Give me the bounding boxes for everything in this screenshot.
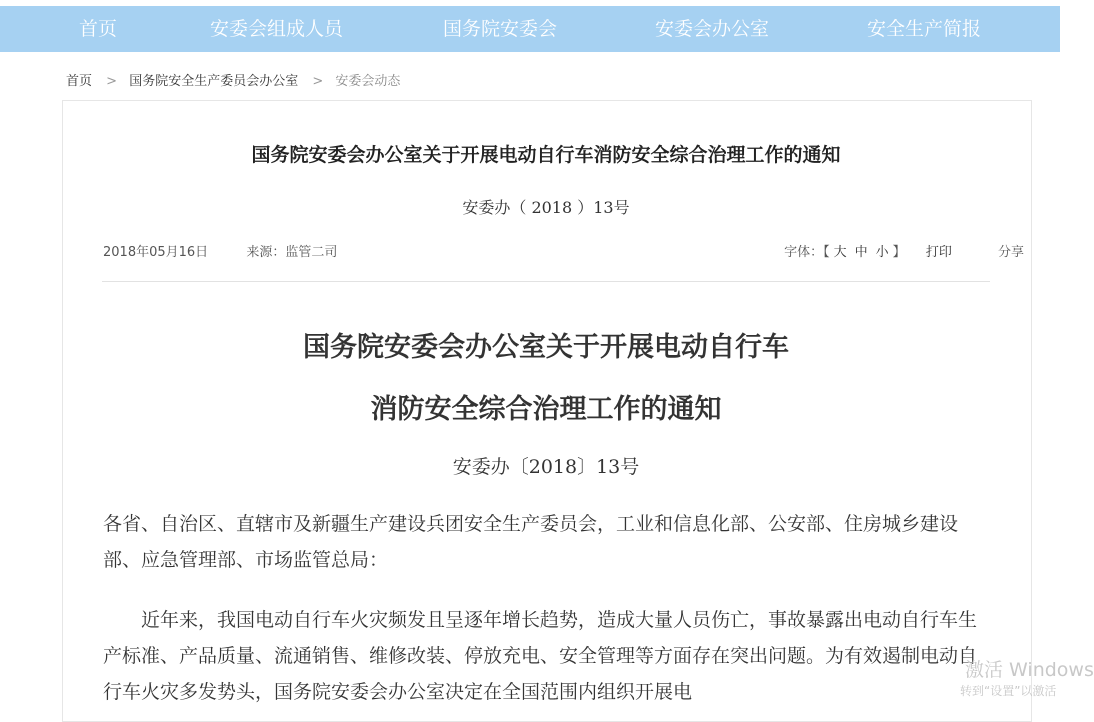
article-meta: [103, 241, 337, 260]
breadcrumb: [66, 70, 400, 89]
breadcrumb-office-link[interactable]: 国务院安全生产委员会办公室: [129, 74, 299, 89]
nav-item-members[interactable]: 安委会组成人员: [210, 18, 344, 40]
windows-activation-watermark: 激活 Windows: [965, 659, 1094, 681]
publish-date: 2018年05月16日: [103, 245, 209, 260]
content-title-line2: 消防安全综合治理工作的通知: [370, 394, 722, 425]
content-document-number: 安委办〔2018〕13号: [452, 456, 640, 478]
windows-activation-watermark-sub: 转到“设置”以激活: [960, 684, 1057, 698]
top-navigation: [0, 0, 1060, 52]
font-size-small-button[interactable]: 小: [875, 245, 889, 260]
nav-item-safety-briefing[interactable]: 安全生产简报: [867, 18, 982, 40]
content-paragraph-addressees: 各省、自治区、直辖市及新疆生产建设兵团安全生产委员会，工业和信息化部、公安部、住房城乡建设部、应急管理部、市场监管总局：: [103, 513, 959, 571]
chevron-right-icon: >: [312, 74, 324, 89]
share-button[interactable]: 分享: [997, 245, 1024, 260]
font-size-label: 字体：【: [784, 245, 830, 260]
content-paragraph-body: 近年来，我国电动自行车火灾频发且呈逐年增长趋势，造成大量人员伤亡，事故暴露出电动自行车生产标准、产品质量、流通销售、维修改装、停放充电、安全管理等方面存在突出问题。为有效遏制电动自行车火灾多发势头，国务院安委会办公室决定在全国范围内组织开展电: [103, 609, 978, 703]
nav-item-state-council-committee[interactable]: 国务院安委会: [443, 18, 558, 40]
nav-item-home[interactable]: 首页: [79, 18, 118, 40]
font-size-large-button[interactable]: 大: [833, 245, 847, 260]
article-tools: [784, 241, 1024, 260]
content-title-line1: 国务院安委会办公室关于开展电动自行车: [303, 332, 789, 363]
font-size-bracket: 】: [892, 245, 906, 260]
divider: [102, 281, 990, 282]
article-source: 来源：监管二司: [246, 245, 338, 260]
breadcrumb-home-link[interactable]: 首页: [66, 74, 93, 89]
nav-item-committee-office[interactable]: 安委会办公室: [655, 18, 770, 40]
font-size-medium-button[interactable]: 中: [854, 245, 868, 260]
print-button[interactable]: 打印: [925, 245, 952, 260]
breadcrumb-current[interactable]: 安委会动态: [335, 74, 401, 89]
document-number: 安委办（ 2018 ）13号: [462, 198, 630, 217]
page-title: 国务院安委会办公室关于开展电动自行车消防安全综合治理工作的通知: [251, 144, 841, 166]
chevron-right-icon: >: [106, 74, 118, 89]
